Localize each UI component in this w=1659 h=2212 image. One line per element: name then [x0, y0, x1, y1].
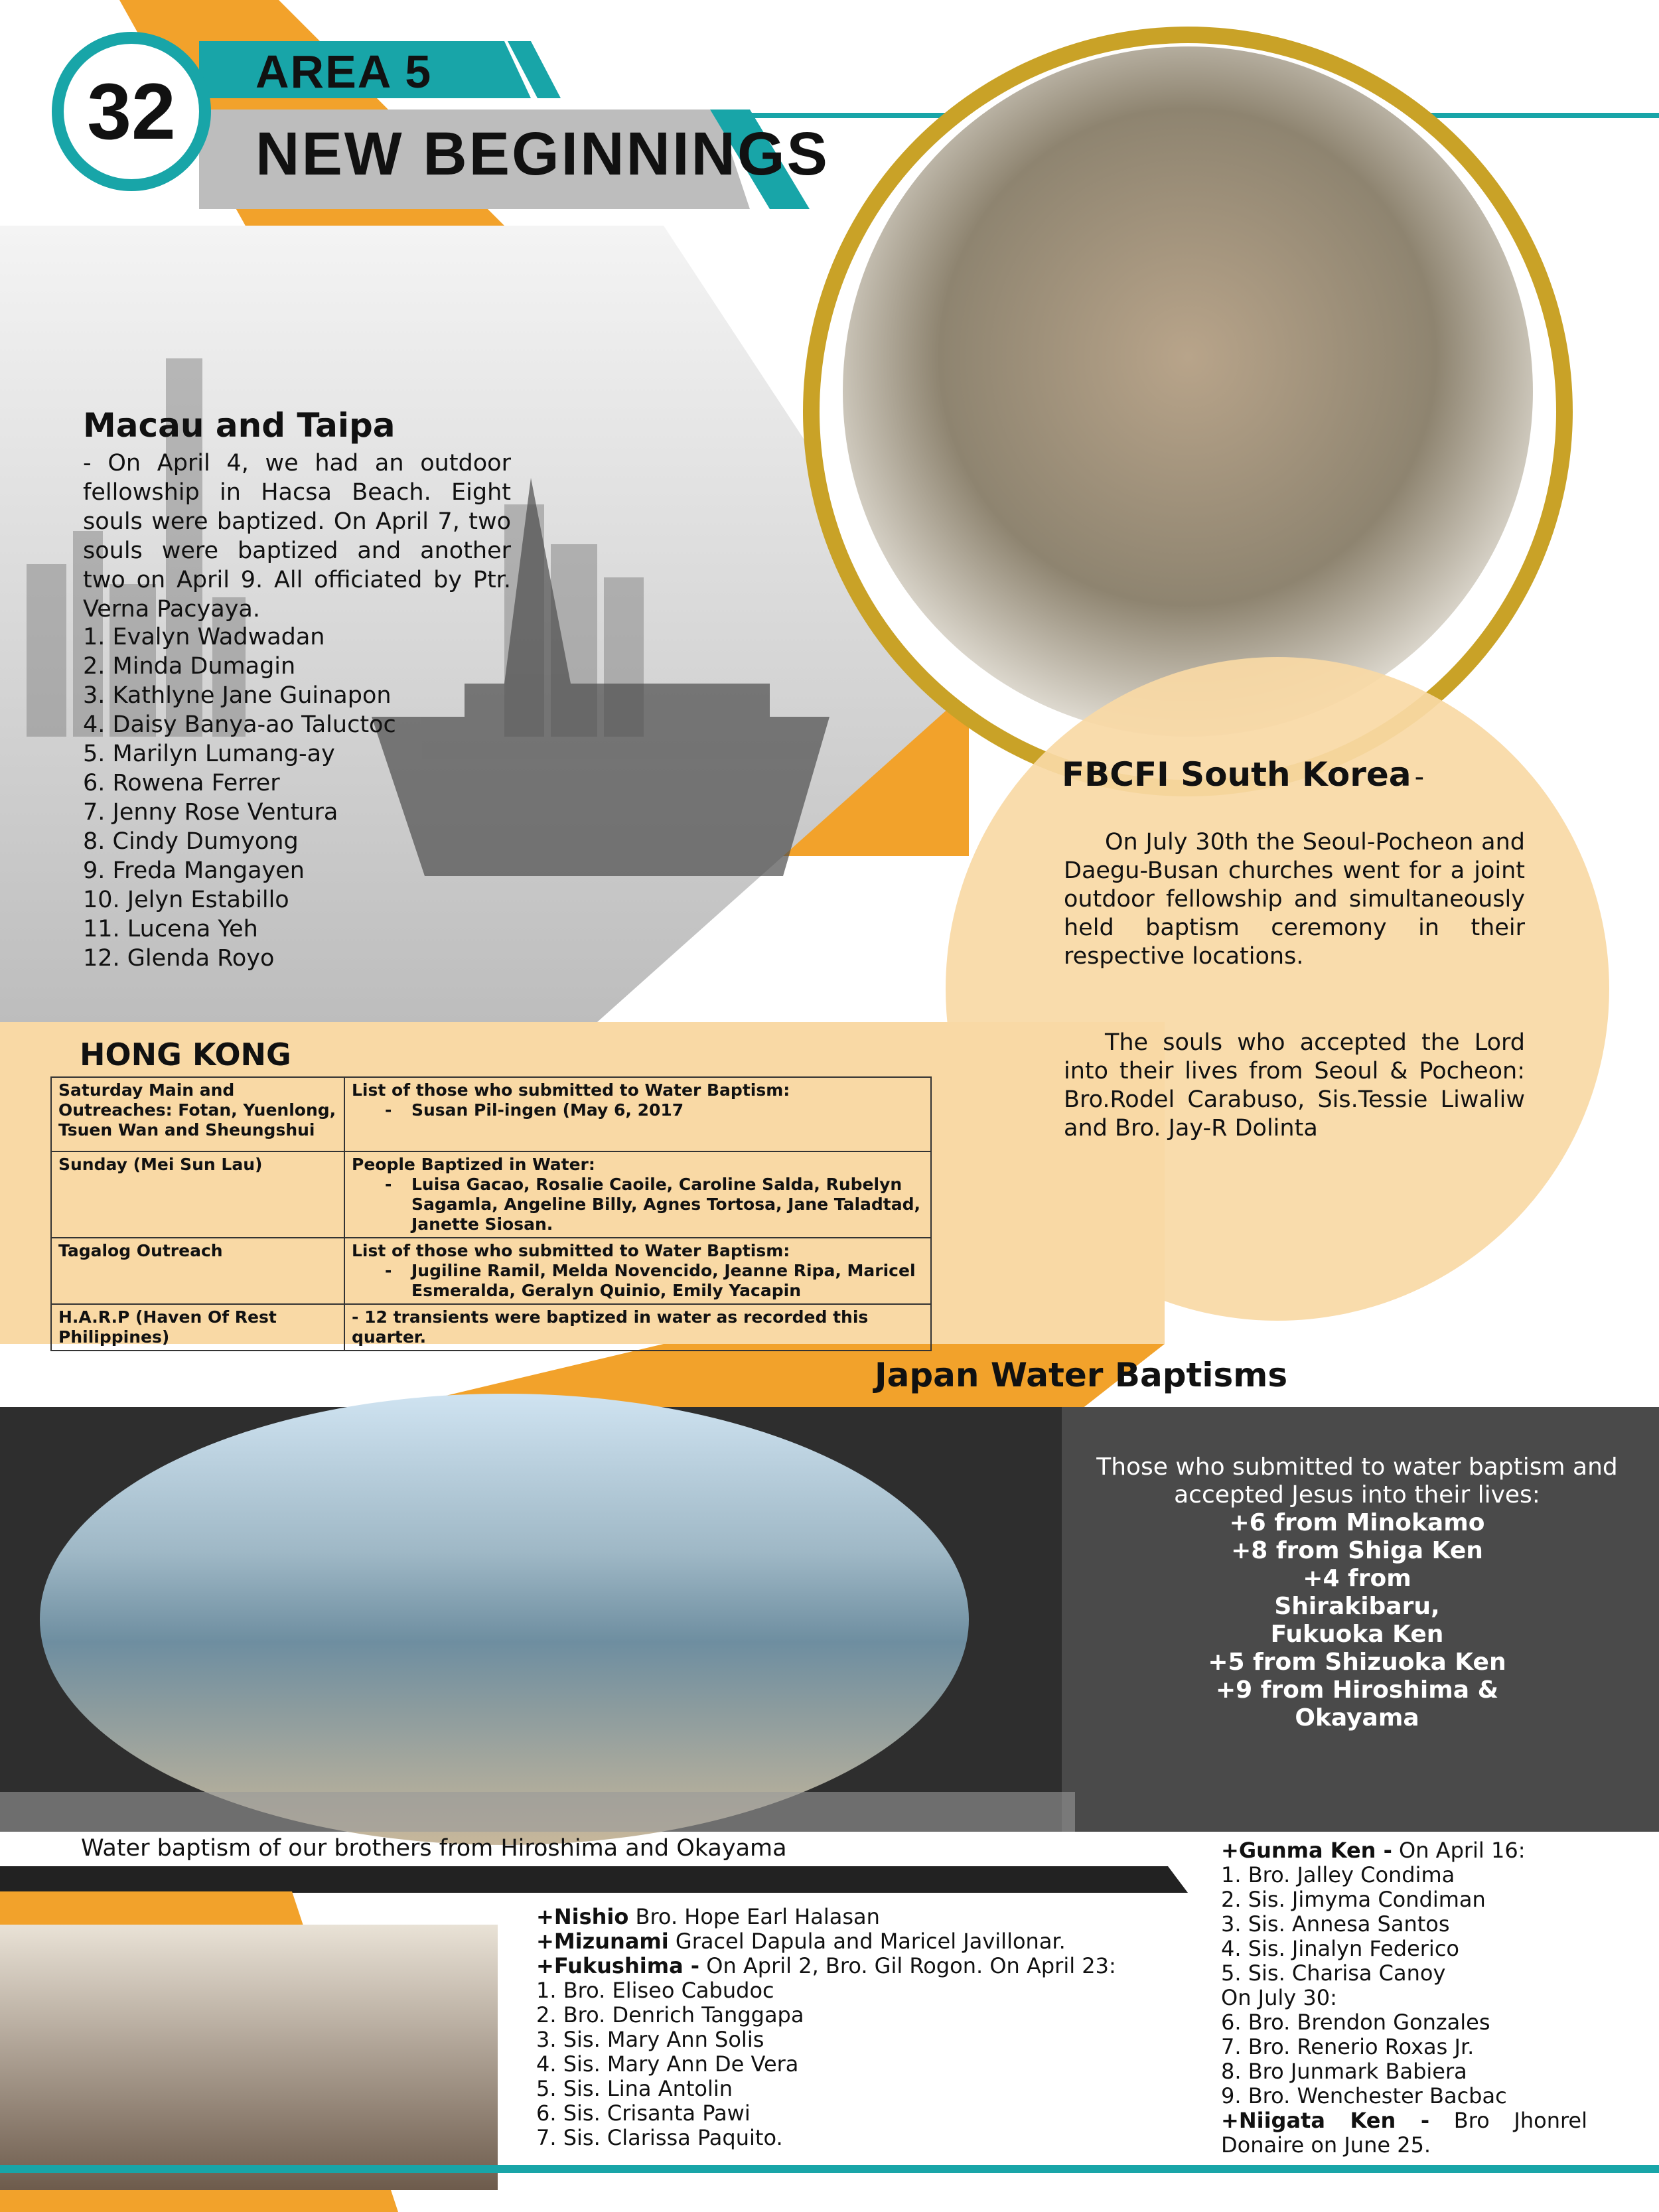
table-cell: Saturday Main and Outreaches: Fotan, Yuenlong, Tsuen Wan and Sheungshui — [51, 1077, 344, 1151]
list-item: 1. Evalyn Wadwadan — [83, 624, 325, 650]
korea-photo-placeholder — [843, 46, 1533, 737]
list-item: 8. Cindy Dumyong — [83, 828, 299, 855]
korea-heading — [1062, 755, 1424, 794]
row-heading: List of those who submitted to Water Baptism: — [352, 1241, 790, 1260]
list-item: 11. Lucena Yeh — [83, 916, 258, 942]
row-detail: - Luisa Gacao, Rosalie Caoile, Caroline Salda, Rubelyn Sagamla, Angeline Billy, Agnes Tortosa, Jane Taladtad, Janette Siosan. — [352, 1175, 924, 1234]
list-item: 6. Bro. Brendon Gonzales — [1221, 2010, 1490, 2035]
niigata-text: Bro Jhonrel Donaire on June 25. — [1221, 2108, 1588, 2158]
fukushima-label: +Fukushima - — [536, 1953, 700, 1978]
list-item: 1. Bro. Jalley Condima — [1221, 1862, 1455, 1887]
table-cell — [344, 1077, 931, 1151]
list-item: 9. Bro. Wenchester Bacbac — [1221, 2083, 1507, 2108]
list-item: 8. Bro Junmark Babiera — [1221, 2059, 1467, 2084]
nishio-label: +Nishio — [536, 1904, 629, 1929]
bottom-rule — [0, 2165, 1659, 2173]
table-cell — [344, 1304, 931, 1351]
japan-photo-placeholder — [40, 1394, 969, 1845]
list-item: 2. Minda Dumagin — [83, 653, 296, 680]
list-item: 4. Sis. Jinalyn Federico — [1221, 1936, 1459, 1961]
japan-title: Japan Water Baptisms — [875, 1356, 1288, 1394]
row-detail: - Jugiline Ramil, Melda Novencido, Jeanne Ripa, Maricel Esmeralda, Geralyn Quinio, Emily Yacapin — [352, 1261, 924, 1301]
list-item: 6. Sis. Crisanta Pawi — [536, 2101, 751, 2126]
page-number: 32 — [52, 32, 211, 191]
niigata-line — [1221, 2108, 1587, 2158]
table-row — [51, 1151, 931, 1238]
macau-name-list — [83, 623, 547, 973]
list-item: 5. Sis. Lina Antolin — [536, 2076, 733, 2101]
macau-intro: - On April 4, we had an outdoor fellowship in Hacsa Beach. Eight souls were baptized. On April 7, two souls were baptized and another two on April 9. All officiated by Ptr. Verna Pacyaya. — [83, 450, 511, 623]
list-item: +5 from Shizuoka Ken — [1208, 1649, 1506, 1676]
list-item: 7. Bro. Renerio Roxas Jr. — [1221, 2034, 1475, 2059]
list-item: +4 from Shirakibaru, Fukuoka Ken — [1270, 1565, 1444, 1648]
list-item: 5. Sis. Charisa Canoy — [1221, 1960, 1446, 1986]
july-label: On July 30: — [1221, 1985, 1337, 2010]
list-item: +8 from Shiga Ken — [1231, 1537, 1483, 1564]
gunma-label: +Gunma Ken - — [1221, 1838, 1392, 1863]
row-heading: List of those who submitted to Water Baptism: — [352, 1080, 790, 1100]
japan-photo-caption: Water baptism of our brothers from Hiroshima and Okayama — [81, 1835, 787, 1862]
row-detail: - Susan Pil-ingen (May 6, 2017 — [352, 1100, 924, 1120]
list-item: 3. Kathlyne Jane Guinapon — [83, 682, 392, 709]
list-item: 12. Glenda Royo — [83, 945, 275, 972]
gunma-text: On April 16: — [1392, 1838, 1526, 1863]
list-item: +6 from Minokamo — [1229, 1509, 1485, 1536]
mizunami-label: +Mizunami — [536, 1929, 669, 1954]
list-item: 2. Sis. Jimyma Condiman — [1221, 1887, 1486, 1912]
list-item: 3. Sis. Mary Ann Solis — [536, 2027, 764, 2052]
row-heading: People Baptized in Water: — [352, 1155, 595, 1174]
bottom-middle-column — [536, 1905, 1173, 2150]
korea-dash: - — [1414, 762, 1425, 792]
list-item: +9 from Hiroshima & Okayama — [1215, 1676, 1499, 1732]
table-cell: Tagalog Outreach — [51, 1238, 344, 1304]
list-item: 10. Jelyn Estabillo — [83, 887, 289, 913]
nishio-line — [536, 1905, 1173, 1929]
room-photo-placeholder — [0, 1925, 498, 2190]
list-item: 3. Sis. Annesa Santos — [1221, 1911, 1450, 1937]
nishio-text: Bro. Hope Earl Halasan — [628, 1904, 880, 1929]
list-item: 6. Rowena Ferrer — [83, 770, 280, 796]
list-item: 4. Daisy Banya-ao Taluctoc — [83, 711, 396, 738]
list-item: 5. Marilyn Lumang-ay — [83, 741, 335, 767]
list-item: 9. Freda Mangayen — [83, 857, 305, 884]
korea-title: FBCFI South Korea — [1062, 755, 1411, 794]
table-cell: H.A.R.P (Haven Of Rest Philippines) — [51, 1304, 344, 1351]
korea-paragraph-2: The souls who accepted the Lord into their lives from Seoul & Pocheon: Bro.Rodel Carabuso, Sis.Tessie Liwaliw and Bro. Jay-R Dolinta — [1064, 1029, 1525, 1142]
table-cell: Sunday (Mei Sun Lau) — [51, 1151, 344, 1238]
hongkong-title: HONG KONG — [80, 1037, 291, 1072]
list-item: 1. Bro. Eliseo Cabudoc — [536, 1978, 774, 2003]
area-label: AREA 5 — [255, 46, 433, 98]
mizunami-line — [536, 1929, 1173, 1954]
korea-paragraph-1: On July 30th the Seoul-Pocheon and Daegu-Busan churches went for a joint outdoor fellowship and simultaneously held baptism ceremony in their respective locations. — [1064, 829, 1525, 970]
table-row — [51, 1304, 931, 1351]
page-title: NEW BEGINNINGS — [255, 120, 830, 188]
niigata-label: +Niigata Ken - — [1221, 2108, 1430, 2133]
bottom-right-column — [1221, 1838, 1587, 2158]
table-row — [51, 1077, 931, 1151]
list-item: 7. Sis. Clarissa Paquito. — [536, 2125, 783, 2150]
mizunami-text: Gracel Dapula and Maricel Javillonar. — [668, 1929, 1066, 1954]
list-item: 2. Bro. Denrich Tanggapa — [536, 2002, 804, 2028]
japan-intro: Those who submitted to water baptism and accepted Jesus into their lives: — [1096, 1453, 1618, 1509]
macau-title: Macau and Taipa — [83, 406, 396, 445]
japan-summary — [1062, 1453, 1652, 1732]
hongkong-table — [50, 1076, 932, 1351]
fukushima-text: On April 2, Bro. Gil Rogon. On April 23: — [699, 1953, 1116, 1978]
table-cell — [344, 1151, 931, 1238]
table-cell — [344, 1238, 931, 1304]
table-row — [51, 1238, 931, 1304]
fukushima-line — [536, 1954, 1173, 1978]
bottom-dark-bar — [0, 1866, 1188, 1893]
list-item: 7. Jenny Rose Ventura — [83, 799, 338, 826]
gunma-line — [1221, 1838, 1587, 1863]
row-heading: - 12 transients were baptized in water as recorded this quarter. — [352, 1307, 869, 1347]
list-item: 4. Sis. Mary Ann De Vera — [536, 2051, 799, 2077]
